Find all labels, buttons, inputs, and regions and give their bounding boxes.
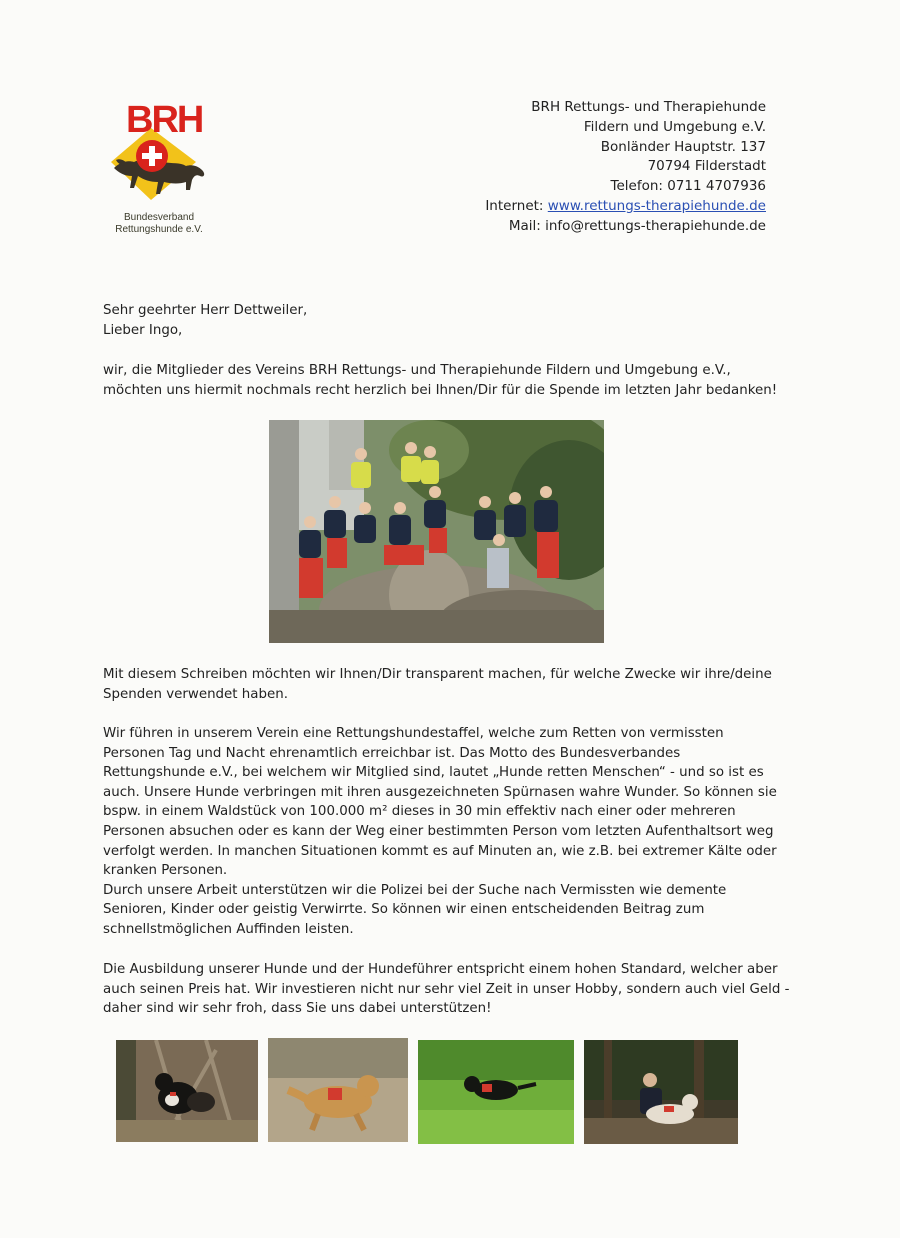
- internet-line: [485, 197, 766, 217]
- paragraph-training: [103, 960, 789, 1019]
- team-group-photo: [269, 420, 604, 643]
- logo-line-2: Rettungshunde e.V.: [115, 224, 203, 235]
- intro-paragraph: [103, 361, 777, 400]
- sender-address: [485, 98, 766, 237]
- paragraph-line: daher sind wir sehr froh, dass Sie uns dabei unterstützen!: [103, 1001, 492, 1017]
- photo-dog-forest: [116, 1040, 258, 1142]
- brh-logo: [100, 90, 220, 240]
- intro-line: möchten uns hiermit nochmals recht herzlich bei Ihnen/Dir für die Spende im letzten Jahr bedanken!: [103, 382, 778, 398]
- mail: Mail: info@rettungs-therapiehunde.de: [508, 217, 766, 234]
- paragraph-line: schnellstmöglichen Auffinden leisten.: [103, 921, 354, 937]
- paragraph-line: Personen Tag und Nacht ehrenamtlich erreichbar ist. Das Motto des Bundesverbandes: [103, 745, 681, 761]
- org-name-line-1: BRH Rettungs- und Therapiehunde: [531, 99, 766, 115]
- paragraph-line: Durch unsere Arbeit unterstützen wir die Polizei bei der Suche nach Vermissten wie demente: [103, 882, 727, 898]
- website-link[interactable]: www.rettungs-therapiehunde.de: [547, 197, 766, 214]
- salutation-line-2: Lieber Ingo,: [103, 322, 183, 338]
- paragraph-line: bspw. in einem Waldstück von 100.000 m² dieses in 30 min effektiv nach einer oder mehreren: [103, 804, 736, 820]
- internet-label: Internet:: [485, 197, 548, 214]
- paragraph-line: Spenden verwendet haben.: [103, 686, 288, 702]
- paragraph-line: Die Ausbildung unserer Hunde und der Hundeführer entspricht einem hohen Standard, welcher aber: [103, 962, 778, 977]
- photo-black-dog-running: [418, 1040, 574, 1144]
- paragraph-line: Personen absuchen oder es kann der Weg einer bestimmten Person vom letzten Aufenthaltsort weg: [103, 823, 774, 839]
- paragraph-line: Mit diesem Schreiben möchten wir Ihnen/Dir transparent machen, für welche Zwecke wir ihre/deine: [103, 667, 772, 682]
- paragraph-line: verfolgt werden. In manchen Situationen kommt es auf Minuten an, wie z.B. bei extremer Kälte oder: [103, 843, 777, 859]
- paragraph-line: kranken Personen.: [103, 863, 228, 879]
- paragraph-rescue-team: [103, 724, 777, 940]
- paragraph-line: Rettungshunde e.V., bei welchem wir Mitglied sind, lautet „Hunde retten Menschen“ - und so ist es: [103, 765, 764, 781]
- paragraph-line: Wir führen in unserem Verein eine Rettungshundestaffel, welche zum Retten von vermissten: [103, 726, 724, 741]
- street: Bonländer Hauptstr. 137: [600, 138, 766, 155]
- salutation: [103, 301, 307, 340]
- photo-golden-retriever: [268, 1038, 408, 1142]
- brh-dog-emblem-icon: [106, 90, 216, 210]
- salutation-line-1: Sehr geehrter Herr Dettweiler,: [103, 303, 308, 318]
- paragraph-transparency: [103, 665, 772, 704]
- paragraph-line: auch. Unsere Hunde verbringen mit ihren ausgezeichneten Spürnasen wahre Wunder. So können sie: [103, 784, 777, 800]
- phone: Telefon: 0711 4707936: [610, 178, 766, 195]
- paragraph-line: Senioren, Kinder oder geistig Verwirrte. So können wir einen entscheidenden Beitrag zum: [103, 902, 705, 918]
- brh-brand-text: BRH: [126, 99, 203, 141]
- logo-line-1: Bundesverband: [123, 212, 195, 223]
- photo-handler-with-dog: [584, 1040, 738, 1144]
- city: 70794 Filderstadt: [647, 158, 766, 175]
- paragraph-line: auch seinen Preis hat. Wir investieren nicht nur sehr viel Zeit in unser Hobby, sondern auch viel Geld -: [103, 981, 790, 997]
- intro-line: wir, die Mitglieder des Vereins BRH Rettungs- und Therapiehunde Fildern und Umgebung e.V.,: [103, 363, 731, 378]
- org-name-line-2: Fildern und Umgebung e.V.: [583, 118, 766, 135]
